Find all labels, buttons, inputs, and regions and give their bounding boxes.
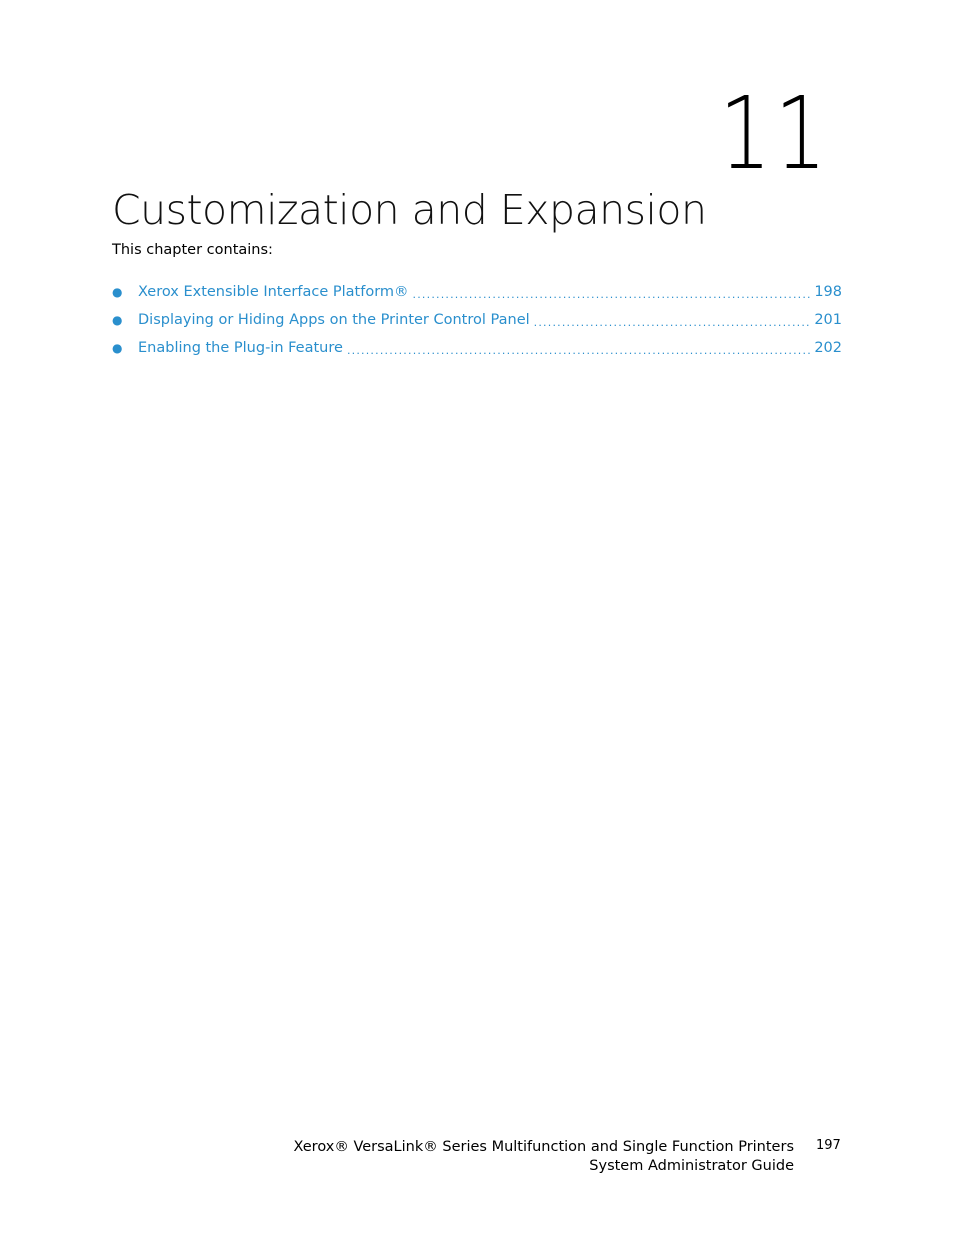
footer-product-line: Xerox® VersaLink® Series Multifunction and Single Function Printers: [293, 1139, 794, 1155]
toc-entry-label[interactable]: Xerox Extensible Interface Platform®: [138, 284, 409, 300]
toc-entry-page[interactable]: 201: [814, 312, 842, 328]
chapter-number: 11: [719, 75, 830, 192]
page-footer: [293, 1138, 794, 1176]
bullet-icon: ●: [112, 285, 123, 299]
bullet-icon: ●: [112, 341, 123, 355]
toc-entry-page[interactable]: 202: [814, 340, 842, 356]
table-of-contents: [112, 278, 842, 362]
footer-guide-title: System Administrator Guide: [589, 1158, 794, 1174]
chapter-intro: This chapter contains:: [112, 242, 273, 258]
dot-leader: [413, 288, 811, 301]
chapter-title: Customization and Expansion: [112, 186, 707, 234]
toc-entry[interactable]: [112, 278, 842, 306]
dot-leader: [534, 316, 811, 329]
bullet-icon: ●: [112, 313, 123, 327]
toc-entry-label[interactable]: Enabling the Plug-in Feature: [138, 340, 343, 356]
toc-entry-label[interactable]: Displaying or Hiding Apps on the Printer Control Panel: [138, 312, 530, 328]
page-number: 197: [816, 1138, 841, 1153]
toc-entry[interactable]: [112, 334, 842, 362]
toc-entry-page[interactable]: 198: [814, 284, 842, 300]
dot-leader: [347, 344, 810, 357]
toc-entry[interactable]: [112, 306, 842, 334]
